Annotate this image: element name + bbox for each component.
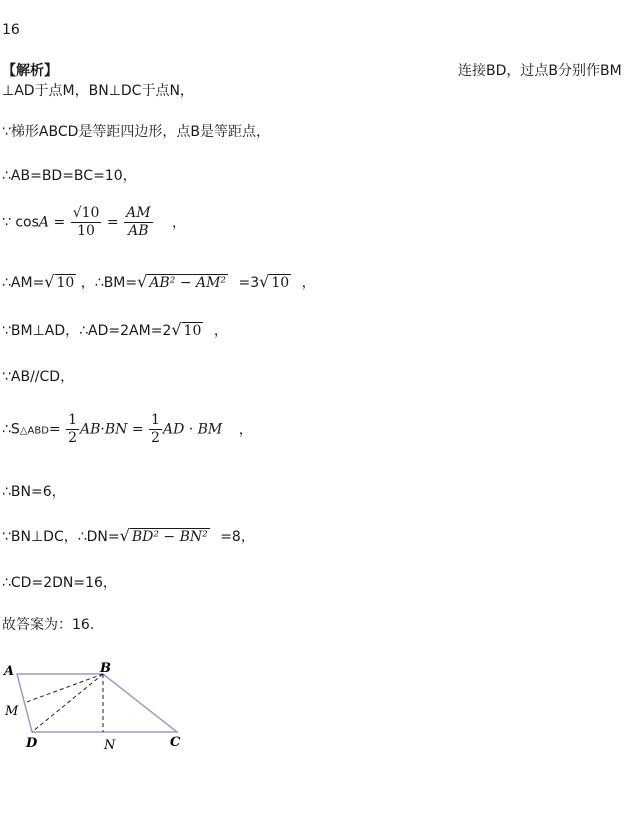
step-3 xyxy=(2,205,186,240)
step-7-m2: AD · BM xyxy=(162,421,223,438)
intro-text: 连接BD，过点B分别作BM xyxy=(458,63,622,79)
step-10: ∴CD=2DN=16， xyxy=(2,575,117,591)
step-3-eq: = xyxy=(49,214,70,231)
final-answer: 故答案为：16. xyxy=(2,617,95,633)
sqrt-dn: √ BD² − BN² xyxy=(119,526,208,545)
step-7-sub: △ABD xyxy=(19,425,49,437)
sqrt-10-c: √ 10 xyxy=(171,320,202,339)
ratio-fraction xyxy=(124,205,152,240)
label-b: B xyxy=(100,661,111,676)
step-4-d: ， xyxy=(301,275,316,291)
trapezoid-figure xyxy=(0,655,200,755)
intro-continuation: ⊥AD于点M，BN⊥DC于点N， xyxy=(2,83,194,99)
step-7-a: ∴S xyxy=(2,421,20,438)
step-7-m1: AB·BN = xyxy=(80,421,144,438)
cos-numerator: √10 xyxy=(72,205,100,221)
sqrt-10-a: √ 10 xyxy=(44,272,75,291)
segment-bd xyxy=(32,674,103,732)
half-fraction-1: $\frac{1}{2}$ xyxy=(68,412,77,446)
cos-denominator: 10 xyxy=(77,223,95,239)
sqrt-10-b: √ 10 xyxy=(259,272,290,291)
half-fraction-2: $\frac{1}{2}$ xyxy=(151,412,160,446)
sqrt-bm: √ AB² − AM² xyxy=(137,272,227,291)
step-7-tail: ， xyxy=(238,421,253,438)
ratio-numerator: AM xyxy=(126,205,151,221)
step-6: ∵AB//CD， xyxy=(2,369,75,385)
solution-heading: 【解析】 xyxy=(2,63,58,79)
step-9-b: =8， xyxy=(220,529,255,545)
step-5-a: ∵BM⊥AD，∴AD=2AM=2 xyxy=(2,323,172,339)
cos-fraction xyxy=(71,205,102,240)
label-m: M xyxy=(5,704,19,719)
step-9-a: ∵BN⊥DC，∴DN= xyxy=(2,529,120,545)
step-7-b: = xyxy=(48,421,61,438)
step-4-c: =3 xyxy=(238,275,260,291)
step-3-tail: ， xyxy=(171,214,186,231)
step-5 xyxy=(2,320,228,340)
step-4 xyxy=(2,272,316,292)
label-a: A xyxy=(4,664,15,679)
step-7 xyxy=(2,412,253,447)
step-4-b: ，∴BM= xyxy=(80,275,138,291)
step-8: ∴BN=6， xyxy=(2,484,66,500)
step-4-a: ∴AM= xyxy=(2,275,45,291)
trapezoid-outline xyxy=(17,674,177,732)
step-1: ∵梯形ABCD是等距四边形，点B是等距点， xyxy=(2,124,271,140)
step-3-eq2: = xyxy=(102,214,124,231)
step-2: ∴AB=BD=BC=10， xyxy=(2,168,137,184)
step-9 xyxy=(2,526,255,546)
label-c: C xyxy=(170,735,181,750)
ratio-denominator: AB xyxy=(128,223,149,239)
step-3-prefix: ∵ cos xyxy=(2,214,39,231)
segment-bm xyxy=(24,674,103,703)
step-3-var: A xyxy=(38,214,50,231)
label-n: N xyxy=(104,738,116,753)
answer-value: 16 xyxy=(2,22,20,38)
label-d: D xyxy=(26,736,38,751)
step-5-b: ， xyxy=(213,323,228,339)
